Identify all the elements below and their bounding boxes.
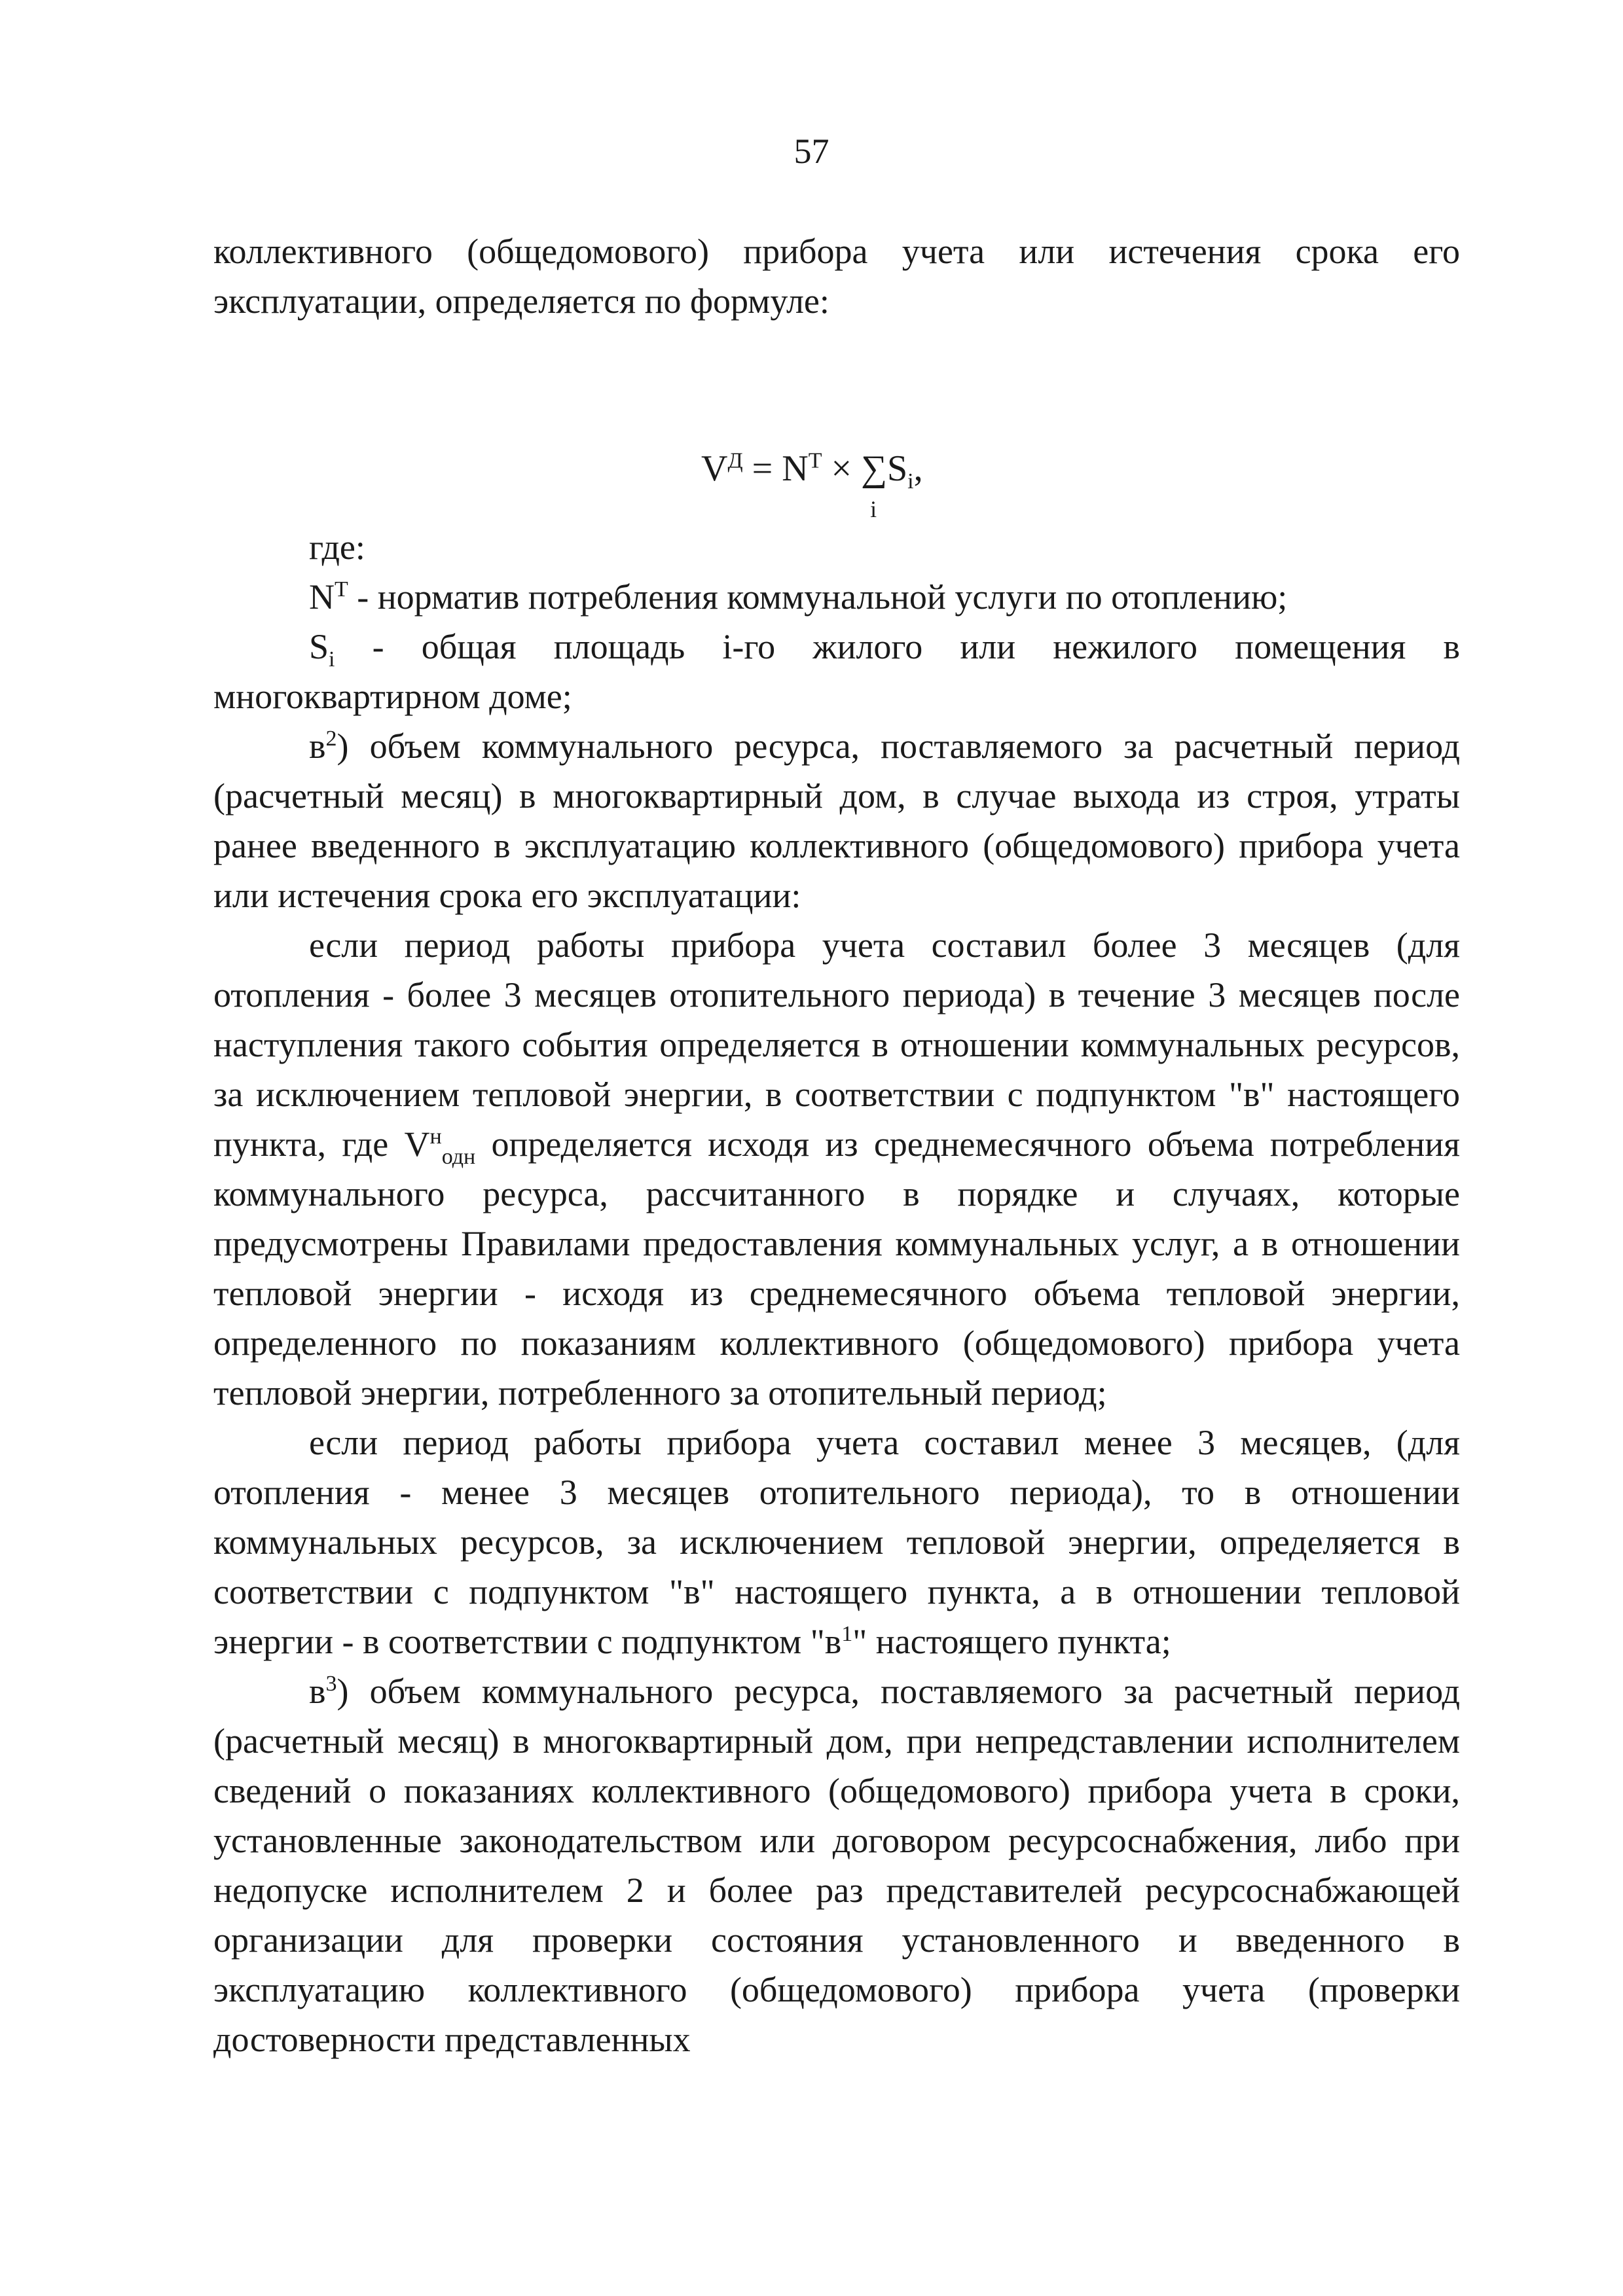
formula-s-sub: i bbox=[907, 469, 914, 494]
formula-times: × bbox=[822, 448, 862, 489]
formula-lhs-sup: Д bbox=[727, 448, 743, 473]
definition-n: $N^Т$ - норматив потребления коммунальной услуги по отоплению; bbox=[309, 577, 1288, 617]
definition-s: $S_i$ - общая площадь i-го жилого или нежилого помещения в многоквартирном доме; bbox=[213, 627, 1460, 716]
paragraph-more-3-months: если период работы прибора учета составил более 3 месяцев (для отопления - более 3 месяцев отопительного периода) в течение 3 месяцев после наступления такого события определяется в отношении коммунальных ресурсов, за исключением тепловой энергии, в соответствии с подпунктом "в" настоящего пункта, где $V^н_{одн}$ определяется исходя из среднемесячного объема потребления коммунального ресурса, рассчитанного в порядке и случаях, которые предусмотрены Правилами предоставления коммунальных услуг, а в отношении тепловой энергии - исходя из среднемесячного объема тепловой энергии, определенного по показаниям коллективного (общедомового) прибора учета тепловой энергии, потребленного за отопительный период; bbox=[213, 925, 1460, 1412]
paragraph-less-3-months: если период работы прибора учета составил менее 3 месяцев, (для отопления - менее 3 месяцев отопительного периода), то в отношении коммунальных ресурсов, за исключением тепловой энергии, определяется в соответствии с подпунктом "в" настоящего пункта, а в отношении тепловой энергии - в соответствии с подпунктом "$в^1$" настоящего пункта; bbox=[213, 1423, 1460, 1661]
body-text bbox=[213, 226, 1460, 2064]
formula bbox=[213, 326, 1460, 522]
formula-eq: = N bbox=[742, 448, 809, 489]
page-number: 57 bbox=[793, 132, 830, 171]
intro-paragraph: коллективного (общедомового) прибора учета или истечения срока его эксплуатации, определяется по формуле: bbox=[213, 232, 1460, 321]
formula-lhs: V bbox=[701, 448, 728, 489]
paragraph-v3: $в^3$) объем коммунального ресурса, поставляемого за расчетный период (расчетный месяц) в многоквартирный дом, при непредставлении исполнителем сведений о показаниях коллективного (общедомового) прибора учета в сроки, установленные законодательством или договором ресурсоснабжения, либо при недопуске исполнителем 2 и более раз представителей ресурсоснабжающей организации для проверки состояния установленного и введенного в эксплуатацию коллективного (общедомового) прибора учета (проверки достоверности представленных bbox=[213, 1672, 1460, 2059]
where-label: где: bbox=[309, 528, 365, 567]
formula-end: , bbox=[913, 448, 923, 489]
formula-n-sup: Т bbox=[808, 448, 822, 473]
formula-s: S bbox=[886, 448, 908, 489]
paragraph-v2: $в^2$) объем коммунального ресурса, поставляемого за расчетный период (расчетный месяц) в многоквартирный дом, в случае выхода из строя, утраты ранее введенного в эксплуатацию коллективного (общедомового) прибора учета или истечения срока его эксплуатации: bbox=[213, 726, 1460, 915]
sum-symbol: ∑ i bbox=[861, 444, 887, 493]
sum-index: i bbox=[870, 496, 877, 522]
